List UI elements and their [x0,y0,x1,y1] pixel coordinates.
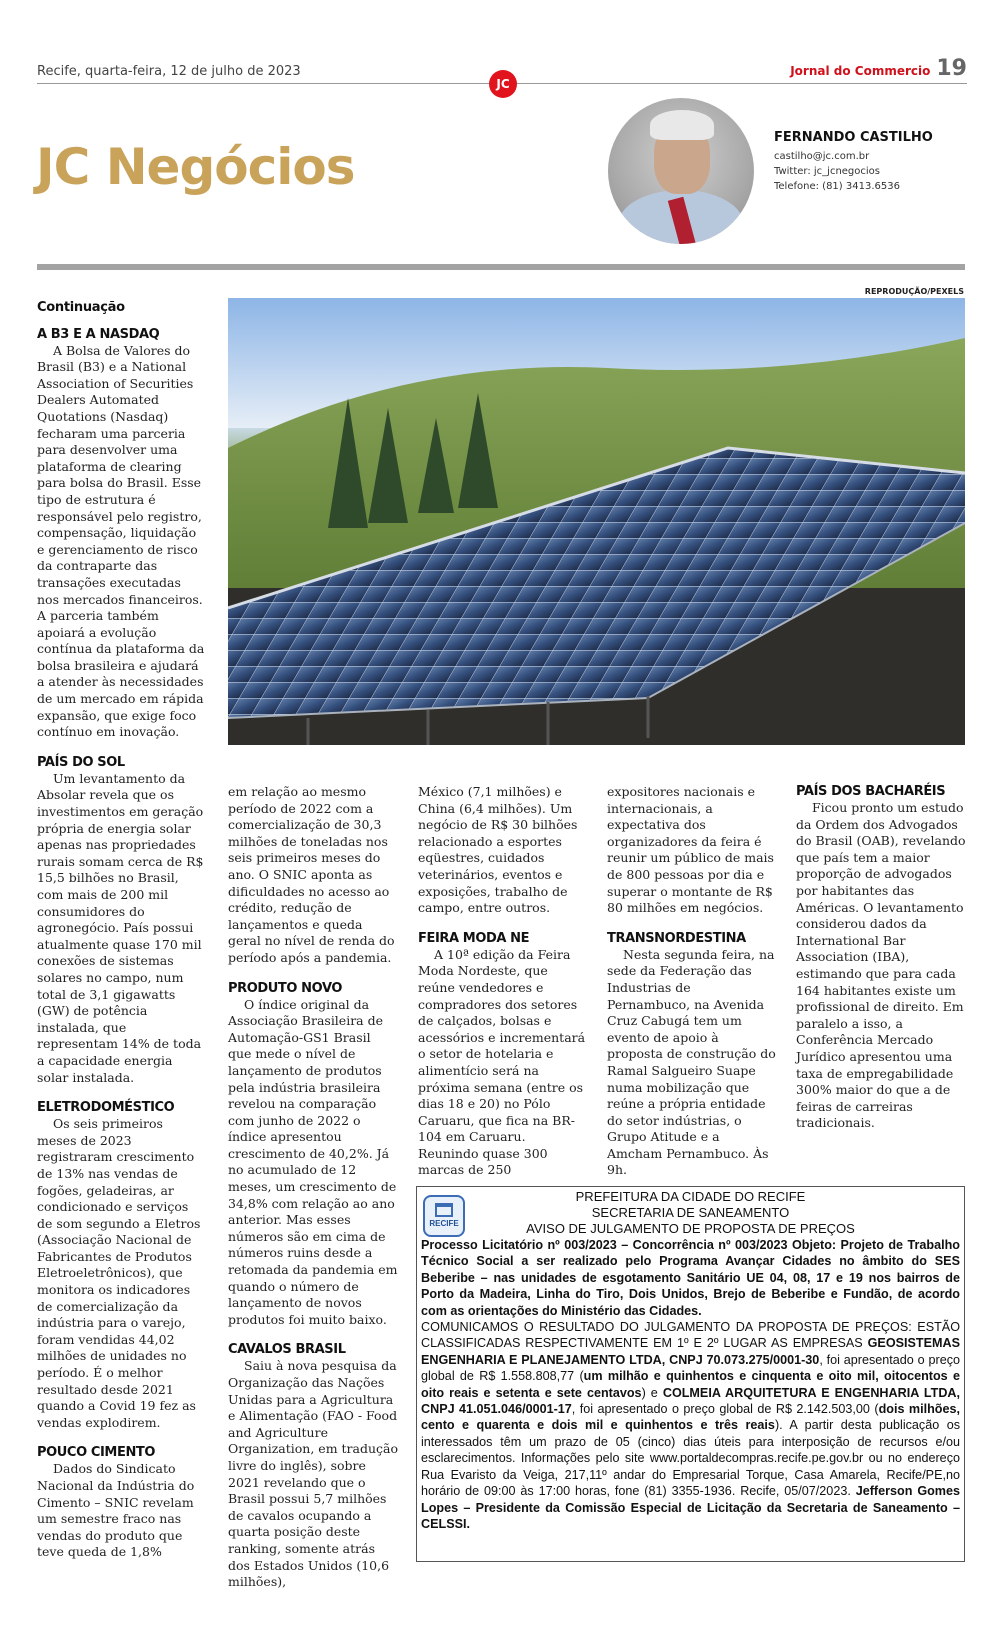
notice-rest: ). A partir desta publicação os interessados têm um prazo de 05 (cinco) dias úteis para interposição de recursos e/ou esclarecimentos. Informações pelo site www.portaldecompras.recife.pe.gov.br ou no endereço Rua Evaristo da Veiga, 217,11º andar do Empresarial Torque, Casa Amarela, Recife/PE,no horário de 09:00 às 17:00 horas, fone (81) 3355-1936. Recife, 05/07/2023. [421,1418,960,1499]
company-2: COLMEIA ARQUITETURA E ENGENHARIA LTDA, CNPJ 41.051.046/0001-17 [421,1385,961,1417]
columnist-phone: Telefone: (81) 3413.6536 [774,181,900,192]
notice-result [421,1319,960,1532]
price-1-words: um milhão e quinhentos e cinquenta e oito mil, oitocentos e oito reais e setenta e sete centavos [421,1369,960,1400]
article-body: Os seis primeiros meses de 2023 registraram crescimento de 13% nas vendas de fogões, geladeiras, ar condicionado e serviços de som segundo a Eletros (Associação Nacional de Fabricantes de Produtos Eletroeletrônicos), que monitora os indicadores de comercialização da indústria para o varejo, foram vendidas 44,02 milhões de unidades no período. É o melhor resultado desde 2021 quando a Covid 19 fez as vendas explodirem. [37,1116,201,1430]
column-3 [418,784,588,1193]
notice-heading-1: PREFEITURA DA CIDADE DO RECIFE [575,1189,806,1204]
columnist-twitter: Twitter: jc_jcnegocios [774,166,881,177]
article-title: A B3 E A NASDAQ [37,326,160,342]
masthead-name: Jornal do Commercio [790,64,931,78]
page-header [37,56,967,91]
columnist-photo [608,98,754,244]
section-divider [37,264,965,270]
masthead [790,56,967,81]
article-body: O índice original da Associação Brasileira de Automação-GS1 Brasil que mede o nível de lançamento de produtos pela indústria brasileira revelou na comparação com junho de 2022 o índice apresentou crescimento de 40,2%. Já no acumulado de 12 meses, um crescimento de 34,8% com relação ao ano anterior. Mas esses números são em cima de números ruins desde a retomada da pandemia em quando o número de lançamento de novos produtos foi muito baixo. [228,996,398,1327]
article-title: FEIRA MODA NE [418,930,530,946]
article-title: PAÍS DO SOL [37,754,125,770]
photo-hair [650,110,714,140]
columnist-email: castilho@jc.com.br [774,151,870,162]
column-2 [228,784,398,1605]
price-2: , foi apresentado o preço global de R$ 2.142.503,00 ( [571,1402,879,1417]
notice-result-text: COMUNICAMOS O RESULTADO DO JULGAMENTO DA PROPOSTA DE PREÇOS: ESTÃO CLASSIFICADAS RESPECTIVAMENTE EM 1º E 2º LUGAR AS EMPRESAS [421,1320,960,1351]
article-body: Saiu à nova pesquisa da Organização das Nações Unidas para a Agricultura e Alimentação (FAO - Food and Agriculture Organization, em tradução livre do inglês), sobre 2021 revelando que o Brasil possui 5,7 milhões de cavalos ocupando a quarta posição deste ranking, somente atrás dos Estados Unidos (10,6 milhões), [228,1358,399,1590]
notice-heading-2: SECRETARIA DE SANEAMENTO [591,1205,790,1220]
connector: ) e [641,1385,663,1400]
jc-logo-badge: JC [489,70,517,98]
page-number: 19 [936,56,967,81]
article-title: PAÍS DOS BACHARÉIS [796,784,946,799]
article-continuation: em relação ao mesmo período de 2022 com a comercialização de 30,3 milhões de toneladas nos seis primeiros meses do ano. O SNIC aponta as dificuldades no acesso ao crédito, redução de lançamentos e queda geral no nível de renda do período após a pandemia. [228,784,395,965]
article-title: POUCO CIMENTO [37,1445,156,1461]
section-title: JC Negócios [36,138,355,196]
columnist-name: FERNANDO CASTILHO [774,130,933,145]
article-body: Nesta segunda feira, na sede da Federação das Industrias de Pernambuco, na Avenida Cruz Cabugá tem um evento de apoio à proposta de construção do Ramal Salgueiro Suape numa mobilização que reúne a própria entidade do setor indústrias, o Grupo Atitude e a Amcham Pernambuco. Às 9h. [607,946,776,1178]
article-body: Dados do Sindicato Nacional da Indústria do Cimento – SNIC revelam um semestre fraco nas vendas do produto que teve queda de 1,8% [37,1461,195,1560]
notice-process: Processo Licitatório nº 003/2023 – Concorrência nº 003/2023 Objeto: Projeto de Trabalho Técnico Social a ser realizado pelo Programa Avançar Cidades no âmbito do SES Beberibe – nas unidades de esgotamento Sanitário UE 04, 08, 17 e 19 nos bairros de Porto da Madeira, Linha do Tiro, Dois Unidos, Brejo de Beberibe e Fundão, de acordo com as orientações do Ministério das Cidades. [421,1238,960,1318]
kicker: Continuação [37,300,125,315]
article-continuation: expositores nacionais e internacionais, a expectativa dos organizadores da feira é reunir um público de mais de 800 pessoas por dia e superar o montante de R$ 80 milhões em negócios. [607,784,774,916]
solar-panels-illustration [228,298,965,745]
article-title: ELETRODOMÉSTICO [37,1100,175,1116]
price-1: , foi apresentado o preço global de R$ 1.558.808,77 ( [421,1352,960,1384]
company-1: GEOSISTEMAS ENGENHARIA E PLANEJAMENTO LTDA, CNPJ 70.073.275/0001-30 [421,1336,961,1367]
article-body: A Bolsa de Valores do Brasil (B3) e a National Association of Securities Dealers Automated Quotations (Nasdaq) fecharam uma parceria para desenvolver uma plataforma de clearing para bolsa do Brasil. Esse tipo de estrutura é responsável pelo registro, compensação, liquidação e gerenciamento de risco da contraparte das transações executadas nos mercados financeiros. A parceria também apoiará a evolução contínua da plataforma da bolsa brasileira e ajudará a atender às necessidades de um mercado em rápida expansão, que exige foco contínuo em inovação. [37,342,205,740]
article-title: PRODUTO NOVO [228,980,343,996]
article-title: TRANSNORDESTINA [607,930,746,946]
photo-credit: REPRODUÇÃO/PEXELS [864,287,964,296]
article-title: CAVALOS BRASIL [228,1342,346,1358]
notice-heading-3: AVISO DE JULGAMENTO DE PROPOSTA DE PREÇOS [526,1221,855,1236]
article-continuation: México (7,1 milhões) e China (6,4 milhões). Um negócio de R$ 30 bilhões relacionado a esportes eqüestres, cuidados veterinários, eventos e exposições, trabalho de campo, entre outros. [418,784,578,916]
dateline: Recife, quarta-feira, 12 de julho de 2023 [37,64,301,79]
notice-signature: Jefferson Gomes Lopes – Presidente da Comissão Especial de Licitação da Secretaria de Saneamento – CELSSI. [421,1484,961,1531]
article-body: Um levantamento da Absolar revela que os investimentos em geração própria de energia solar apenas nas propriedades rurais somam cerca de R$ 15,5 bilhões no Brasil, com mais de 200 mil consumidores do agronegócio. País possui atualmente quase 170 mil conexões de sistemas solares no campo, num total de 3,1 gigawatts (GW) de potência instalada, que representam 14% de toda a capacidade energia solar instalada. [37,770,204,1085]
columnist-info [774,130,933,194]
article-body: A 10ª edição da Feira Moda Nordeste, que reúne vendedores e compradores dos setores de calçados, bolsas e acessórios e incrementará o setor de hotelaria e alimentício será na próxima semana (entre os dias 18 e 20) no Pólo Caruaru, que fica na BR-104 em Caruaru. Reunindo quase 300 marcas de 250 [418,946,586,1178]
column-5 [796,784,966,1146]
solar-panels-photo [228,298,965,745]
recife-logo: RECIFE [423,1195,465,1237]
column-4 [607,784,777,1193]
public-notice [416,1186,965,1562]
price-2-words: dois milhões, cento e quarenta e dois mil e quinhentos e três reais [421,1402,961,1433]
column-1 [37,300,205,1575]
article-body: Ficou pronto um estudo da Ordem dos Advogados do Brasil (OAB), revelando que país tem a maior proporção de advogados por habitantes das Américas. O levantamento considerou dados da International Bar Association (IBA), estimando que para cada 164 habitantes existe um profissional de direito. Em paralelo a isso, a Conferência Mercado Jurídico apresentou uma taxa de empregabilidade 300% maior do que a de feiras de carreiras tradicionais. [796,800,966,1131]
